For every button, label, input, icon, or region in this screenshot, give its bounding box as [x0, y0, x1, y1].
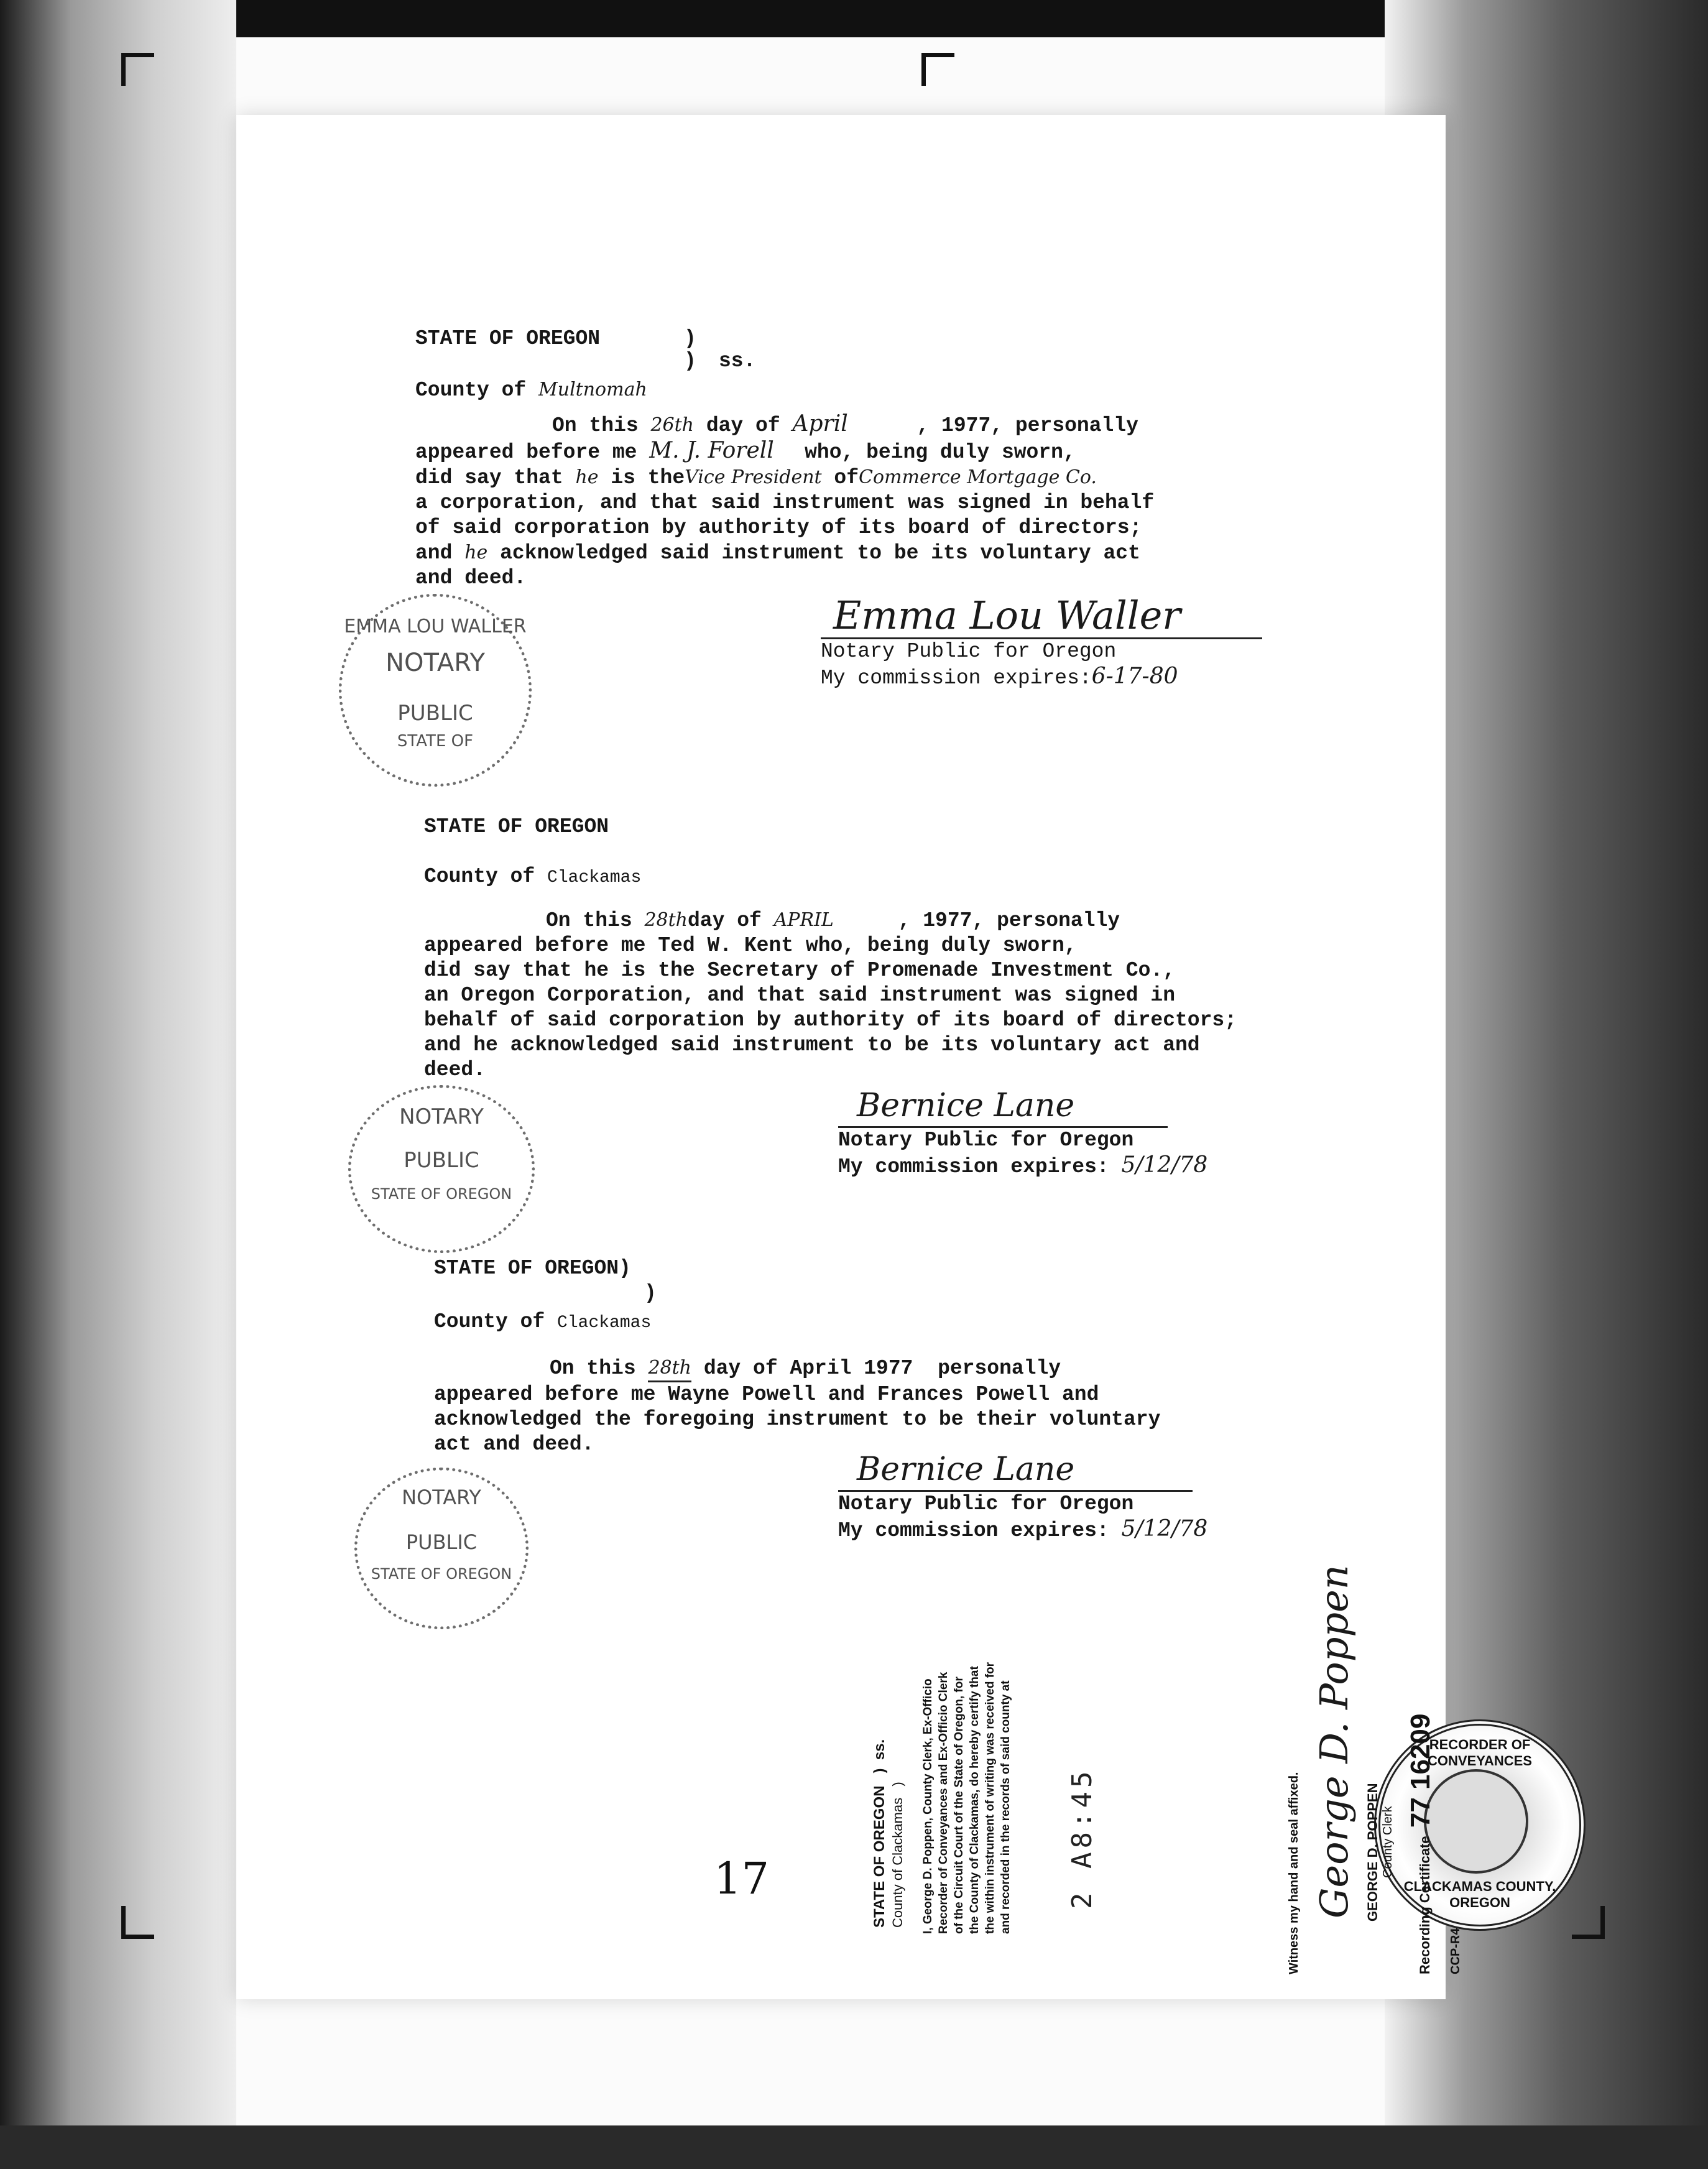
- month-handwritten: APRIL: [773, 909, 834, 931]
- text: , 1977, personally: [898, 909, 1120, 932]
- body-line-7: and deed.: [415, 567, 527, 590]
- stamp-text: NOTARY: [402, 1486, 481, 1509]
- body-line-2: appeared before me Wayne Powell and Frances Powell and: [434, 1383, 1099, 1406]
- recording-clerk-text: [920, 1561, 1013, 1934]
- ss-label: ss.: [719, 349, 756, 372]
- state-line: [415, 326, 1154, 351]
- cert-text-line: of the Circuit Court of the State of Oregon, for: [953, 1676, 966, 1934]
- body-line-1: [415, 412, 1154, 438]
- text: My commission expires:: [838, 1519, 1109, 1542]
- text: day of April 1977 personally: [703, 1357, 1061, 1380]
- cert-county: County of Clackamas ): [890, 1782, 905, 1928]
- text: of: [834, 466, 859, 489]
- cert-text-line: the within instrument of writing was received for: [984, 1662, 997, 1934]
- notary-public-label: Notary Public for Oregon: [838, 1492, 1134, 1515]
- company-handwritten: Commerce Mortgage Co.: [859, 466, 1097, 488]
- county-line: [434, 1310, 1160, 1336]
- body-line-6: and he acknowledged said instrument to be its voluntary act and: [424, 1034, 1200, 1057]
- cert-text-line: Recorder of Conveyances and Ex-Officio Clerk: [937, 1672, 950, 1934]
- stamp-text: NOTARY: [399, 1104, 484, 1129]
- body-line-5: of said corporation by authority of its board of directors;: [415, 516, 1142, 539]
- recording-state-block: [870, 1667, 907, 1928]
- body-line-7: deed.: [424, 1058, 486, 1081]
- pronoun-handwritten: he: [575, 466, 599, 488]
- day-handwritten: 26th: [650, 414, 694, 436]
- recording-time-stamp: [1066, 1685, 1098, 1909]
- bracket: ): [684, 327, 696, 350]
- expiry-handwritten: 5/12/78: [1121, 1516, 1208, 1542]
- time-stamp: 2 A8:45: [1066, 1767, 1098, 1909]
- text: On this: [552, 414, 639, 437]
- expiry-handwritten: 6-17-80: [1091, 664, 1178, 689]
- person-handwritten: M. J. Forell: [649, 438, 774, 463]
- body-line-4: act and deed.: [434, 1433, 594, 1456]
- notary-stamp-1: [339, 594, 532, 787]
- text: day of: [706, 414, 780, 437]
- bracket: ): [644, 1282, 657, 1305]
- text: appeared before me: [415, 441, 637, 464]
- body-line-2: [415, 438, 1154, 465]
- stamp-text: NOTARY: [385, 649, 485, 677]
- state-heading: STATE OF OREGON: [424, 815, 609, 838]
- text: , 1977, personally: [916, 414, 1138, 437]
- witness-label: Witness my hand and seal affixed.: [1287, 1772, 1301, 1974]
- day-handwritten: 28th: [648, 1356, 691, 1382]
- county-line: [424, 864, 1237, 890]
- cert-text-line: the County of Clackamas, do hereby certify that: [968, 1666, 981, 1934]
- form-code: CCP-R4: [1449, 1928, 1462, 1974]
- notary-signature: Bernice Lane: [838, 1449, 1193, 1492]
- certificate-number-block: [1405, 1601, 1443, 1974]
- month-handwritten: April: [792, 411, 848, 437]
- notary-block-1: [821, 594, 1262, 691]
- body-line-3: [415, 465, 1154, 491]
- body-line-1: [434, 1356, 1160, 1382]
- county-name: Clackamas: [547, 868, 642, 887]
- commission-line: [838, 1153, 1207, 1180]
- stamp-text: STATE OF OREGON: [371, 1565, 512, 1583]
- crop-mark-top-left: [121, 53, 154, 86]
- body-line-4: an Oregon Corporation, and that said instrument was signed in: [424, 984, 1175, 1007]
- notary-stamp-2: [348, 1085, 535, 1253]
- expiry-handwritten: 5/12/78: [1121, 1152, 1208, 1178]
- day-handwritten: 28th: [644, 909, 688, 931]
- stamp-text: STATE OF: [397, 732, 474, 751]
- text: On this: [550, 1357, 636, 1380]
- acknowledgment-2: [424, 815, 1237, 1083]
- stamp-text: PUBLIC: [397, 701, 473, 726]
- acknowledgment-3: [434, 1256, 1160, 1457]
- clerk-name: GEORGE D. POPPEN: [1365, 1783, 1380, 1922]
- cert-state: STATE OF OREGON ) ss.: [871, 1739, 888, 1928]
- notary-signature: Bernice Lane: [838, 1085, 1168, 1128]
- text: did say that: [415, 466, 563, 489]
- county-label: County of: [424, 865, 535, 888]
- county-line: [415, 377, 1154, 403]
- commission-line: [821, 664, 1262, 691]
- notary-block-2: [838, 1085, 1207, 1180]
- notary-public-label: Notary Public for Oregon: [838, 1129, 1134, 1152]
- cert-label: Recording Certificate: [1417, 1836, 1433, 1974]
- scan-left-shadow: [0, 0, 236, 2169]
- clerk-signature-block: [1311, 1565, 1357, 1918]
- form-code-block: [1449, 1850, 1463, 1974]
- commission-line: [838, 1517, 1207, 1543]
- stamp-text: EMMA LOU WALLER: [344, 616, 527, 637]
- stamp-text: STATE OF OREGON: [371, 1185, 512, 1203]
- text: day of: [688, 909, 762, 932]
- body-line-2: appeared before me Ted W. Kent who, being duly sworn,: [424, 934, 1077, 957]
- scan-bottom-edge: [0, 2125, 1708, 2169]
- notary-stamp-3: [354, 1468, 529, 1629]
- county-handwritten: Multnomah: [538, 379, 647, 400]
- text: My commission expires:: [838, 1155, 1109, 1178]
- cert-text-line: and recorded in the records of said county at: [999, 1680, 1012, 1934]
- clerk-signature: George D. Poppen: [1311, 1565, 1357, 1918]
- cert-text-line: I, George D. Poppen, County Clerk, Ex-Officio: [921, 1678, 935, 1934]
- body-line-3: did say that he is the Secretary of Promenade Investment Co.,: [424, 959, 1175, 982]
- text: who, being duly sworn,: [805, 441, 1076, 464]
- county-label: County of: [434, 1310, 545, 1333]
- acknowledgment-1: [415, 326, 1154, 591]
- crop-mark-top-center: [921, 53, 954, 86]
- body-line-5: behalf of said corporation by authority of its board of directors;: [424, 1009, 1237, 1032]
- bracket: ): [684, 349, 696, 372]
- county-label: County of: [415, 379, 527, 402]
- county-name: Clackamas: [557, 1313, 652, 1333]
- text: My commission expires:: [821, 667, 1092, 690]
- text: and: [415, 542, 453, 565]
- notary-signature: Emma Lou Waller: [821, 594, 1262, 639]
- state-heading: STATE OF OREGON): [434, 1257, 631, 1280]
- notary-block-3: [838, 1449, 1207, 1543]
- title-handwritten: Vice President: [685, 466, 822, 488]
- clerk-name-block: [1365, 1611, 1395, 1922]
- recording-witness: [1287, 1663, 1301, 1974]
- notary-public-label: Notary Public for Oregon: [821, 640, 1117, 663]
- state-heading: STATE OF OREGON: [415, 327, 601, 350]
- pronoun-handwritten: he: [464, 542, 488, 563]
- text: On this: [546, 909, 632, 932]
- body-line-1: [424, 908, 1237, 933]
- cert-number: 77 16209: [1405, 1713, 1436, 1828]
- document-page: [236, 115, 1556, 1999]
- stamp-text: PUBLIC: [405, 1530, 478, 1554]
- ss-line: [415, 349, 1154, 374]
- page-number: 17: [714, 1853, 770, 1904]
- stamp-text: PUBLIC: [404, 1148, 479, 1173]
- clerk-title: County Clerk: [1381, 1806, 1395, 1878]
- body-line-4: a corporation, and that said instrument was signed in behalf: [415, 491, 1155, 514]
- seal-text-top: RECORDER OF CONVEYANCES: [1428, 1737, 1532, 1769]
- body-line-3: acknowledged the foregoing instrument to be their voluntary: [434, 1408, 1161, 1431]
- seal-text-bottom: CLACKAMAS COUNTY, OREGON: [1403, 1879, 1556, 1910]
- text: acknowledged said instrument to be its voluntary act: [500, 542, 1140, 565]
- body-line-6: [415, 540, 1154, 566]
- crop-mark-bottom-left: [121, 1906, 154, 1939]
- text: is the: [611, 466, 685, 489]
